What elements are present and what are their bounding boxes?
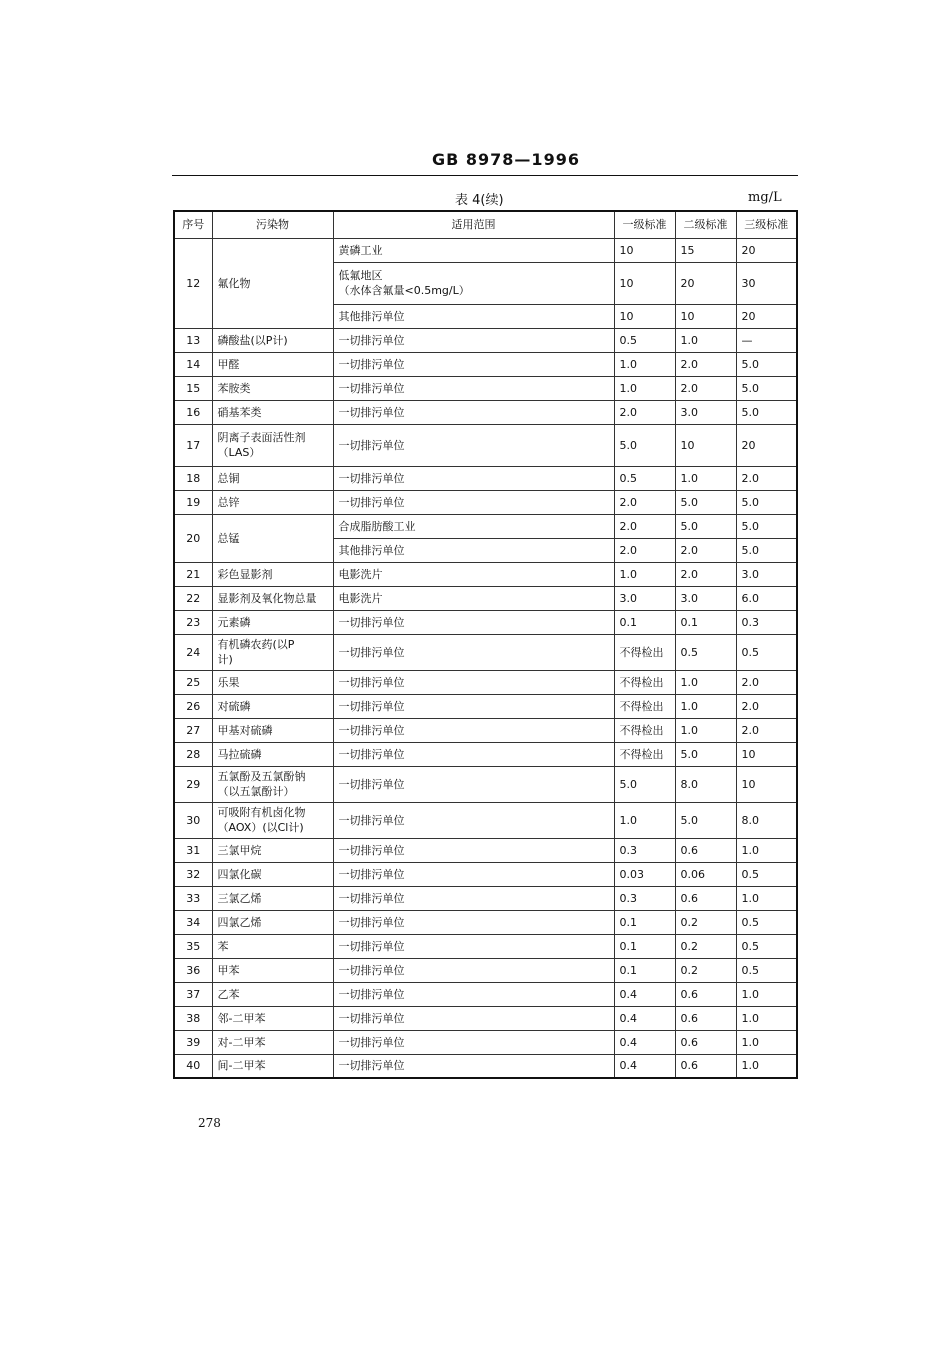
grade3-cell: 20 xyxy=(736,238,797,262)
grade2-cell: 0.2 xyxy=(675,934,736,958)
grade1-cell: 1.0 xyxy=(614,376,675,400)
scope-cell: 一切排污单位 xyxy=(333,862,614,886)
grade1-cell: 不得检出 xyxy=(614,670,675,694)
grade3-cell: 2.0 xyxy=(736,466,797,490)
grade3-cell: 5.0 xyxy=(736,538,797,562)
grade3-cell: 1.0 xyxy=(736,886,797,910)
scope-cell: 一切排污单位 xyxy=(333,886,614,910)
table-row xyxy=(174,670,797,694)
grade1-cell: 1.0 xyxy=(614,352,675,376)
grade1-cell: 10 xyxy=(614,238,675,262)
grade3-cell: 5.0 xyxy=(736,352,797,376)
pollutant-cell: 乙苯 xyxy=(212,982,333,1006)
grade2-cell: 1.0 xyxy=(675,694,736,718)
grade2-cell: 1.0 xyxy=(675,670,736,694)
grade2-cell: 0.6 xyxy=(675,838,736,862)
grade2-cell: 0.5 xyxy=(675,634,736,670)
pollutant-cell: 彩色显影剂 xyxy=(212,562,333,586)
header-row xyxy=(174,211,797,238)
table-row xyxy=(174,766,797,802)
table-row xyxy=(174,514,797,538)
grade3-cell: 1.0 xyxy=(736,982,797,1006)
grade3-cell: 2.0 xyxy=(736,718,797,742)
grade1-cell: 10 xyxy=(614,262,675,304)
grade1-cell: 1.0 xyxy=(614,562,675,586)
pollutant-cell: 有机磷农药(以P 计) xyxy=(212,634,333,670)
scope-cell: 其他排污单位 xyxy=(333,538,614,562)
scope-cell: 一切排污单位 xyxy=(333,718,614,742)
table-row xyxy=(174,634,797,670)
grade3-cell: 1.0 xyxy=(736,838,797,862)
table-row xyxy=(174,886,797,910)
grade1-cell: 2.0 xyxy=(614,538,675,562)
row-number-cell: 37 xyxy=(174,982,212,1006)
pollutant-cell: 总铜 xyxy=(212,466,333,490)
scope-cell: 一切排污单位 xyxy=(333,1030,614,1054)
pollutant-cell: 苯 xyxy=(212,934,333,958)
row-number-cell: 27 xyxy=(174,718,212,742)
pollutant-cell: 邻-二甲苯 xyxy=(212,1006,333,1030)
grade2-cell: 0.2 xyxy=(675,910,736,934)
grade1-cell: 0.4 xyxy=(614,1054,675,1078)
col-header-no: 序号 xyxy=(174,211,212,238)
row-number-cell: 31 xyxy=(174,838,212,862)
grade1-cell: 2.0 xyxy=(614,514,675,538)
grade3-cell: — xyxy=(736,328,797,352)
grade3-cell: 0.3 xyxy=(736,610,797,634)
scope-cell: 一切排污单位 xyxy=(333,802,614,838)
row-number-cell: 16 xyxy=(174,400,212,424)
grade3-cell: 5.0 xyxy=(736,490,797,514)
grade2-cell: 10 xyxy=(675,424,736,466)
row-number-cell: 21 xyxy=(174,562,212,586)
table-row xyxy=(174,862,797,886)
grade2-cell: 0.6 xyxy=(675,1030,736,1054)
col-header-grade2: 二级标准 xyxy=(675,211,736,238)
grade2-cell: 8.0 xyxy=(675,766,736,802)
scope-cell: 一切排污单位 xyxy=(333,670,614,694)
pollutant-cell: 马拉硫磷 xyxy=(212,742,333,766)
grade3-cell: 5.0 xyxy=(736,400,797,424)
grade1-cell: 2.0 xyxy=(614,490,675,514)
row-number-cell: 30 xyxy=(174,802,212,838)
scope-cell: 一切排污单位 xyxy=(333,934,614,958)
scope-cell: 低氟地区 （水体含氟量<0.5mg/L） xyxy=(333,262,614,304)
row-number-cell: 32 xyxy=(174,862,212,886)
row-number-cell: 28 xyxy=(174,742,212,766)
table-row xyxy=(174,352,797,376)
grade3-cell: 0.5 xyxy=(736,862,797,886)
table-row xyxy=(174,490,797,514)
grade1-cell: 0.4 xyxy=(614,1006,675,1030)
pollutant-cell: 四氯化碳 xyxy=(212,862,333,886)
grade3-cell: 2.0 xyxy=(736,694,797,718)
grade2-cell: 0.1 xyxy=(675,610,736,634)
grade2-cell: 0.06 xyxy=(675,862,736,886)
pollutant-cell: 对-二甲苯 xyxy=(212,1030,333,1054)
grade1-cell: 3.0 xyxy=(614,586,675,610)
grade2-cell: 1.0 xyxy=(675,718,736,742)
document-code: GB 8978—1996 xyxy=(432,150,580,169)
scope-cell: 一切排污单位 xyxy=(333,610,614,634)
table-row xyxy=(174,694,797,718)
pollutant-cell: 显影剂及氧化物总量 xyxy=(212,586,333,610)
table-row xyxy=(174,424,797,466)
table-body xyxy=(174,238,797,1078)
scope-cell: 一切排污单位 xyxy=(333,376,614,400)
pollutant-cell: 甲基对硫磷 xyxy=(212,718,333,742)
grade1-cell: 0.3 xyxy=(614,886,675,910)
col-header-pollutant: 污染物 xyxy=(212,211,333,238)
grade2-cell: 2.0 xyxy=(675,352,736,376)
scope-cell: 黄磷工业 xyxy=(333,238,614,262)
scope-cell: 其他排污单位 xyxy=(333,304,614,328)
scope-cell: 一切排污单位 xyxy=(333,328,614,352)
row-number-cell: 13 xyxy=(174,328,212,352)
grade1-cell: 5.0 xyxy=(614,424,675,466)
table-row xyxy=(174,466,797,490)
table-row xyxy=(174,742,797,766)
pollutant-cell: 可吸附有机卤化物 （AOX）(以Cl计) xyxy=(212,802,333,838)
grade2-cell: 0.6 xyxy=(675,982,736,1006)
pollutant-cell: 硝基苯类 xyxy=(212,400,333,424)
grade3-cell: 3.0 xyxy=(736,562,797,586)
pollutant-cell: 甲苯 xyxy=(212,958,333,982)
scope-cell: 一切排污单位 xyxy=(333,958,614,982)
scope-cell: 一切排污单位 xyxy=(333,490,614,514)
scope-cell: 一切排污单位 xyxy=(333,424,614,466)
scope-cell: 一切排污单位 xyxy=(333,466,614,490)
scope-cell: 一切排污单位 xyxy=(333,634,614,670)
page-number: 278 xyxy=(198,1116,221,1130)
grade2-cell: 5.0 xyxy=(675,514,736,538)
table-unit: mg/L xyxy=(748,190,782,205)
grade1-cell: 不得检出 xyxy=(614,718,675,742)
grade1-cell: 0.5 xyxy=(614,466,675,490)
grade2-cell: 0.2 xyxy=(675,958,736,982)
grade3-cell: 5.0 xyxy=(736,376,797,400)
grade2-cell: 5.0 xyxy=(675,802,736,838)
grade3-cell: 0.5 xyxy=(736,934,797,958)
row-number-cell: 35 xyxy=(174,934,212,958)
grade1-cell: 0.1 xyxy=(614,910,675,934)
table-row xyxy=(174,1054,797,1078)
grade3-cell: 6.0 xyxy=(736,586,797,610)
grade3-cell: 1.0 xyxy=(736,1006,797,1030)
row-number-cell: 23 xyxy=(174,610,212,634)
pollutant-cell: 氟化物 xyxy=(212,238,333,328)
row-number-cell: 38 xyxy=(174,1006,212,1030)
row-number-cell: 12 xyxy=(174,238,212,328)
pollutant-cell: 对硫磷 xyxy=(212,694,333,718)
grade2-cell: 15 xyxy=(675,238,736,262)
table-row xyxy=(174,718,797,742)
pollutant-cell: 总锰 xyxy=(212,514,333,562)
grade2-cell: 20 xyxy=(675,262,736,304)
grade1-cell: 1.0 xyxy=(614,802,675,838)
grade3-cell: 8.0 xyxy=(736,802,797,838)
grade1-cell: 0.5 xyxy=(614,328,675,352)
grade3-cell: 10 xyxy=(736,742,797,766)
pollutant-cell: 间-二甲苯 xyxy=(212,1054,333,1078)
row-number-cell: 33 xyxy=(174,886,212,910)
standards-table xyxy=(173,210,798,1079)
table-row xyxy=(174,328,797,352)
grade1-cell: 0.4 xyxy=(614,1030,675,1054)
col-header-grade1: 一级标准 xyxy=(614,211,675,238)
grade3-cell: 20 xyxy=(736,304,797,328)
row-number-cell: 22 xyxy=(174,586,212,610)
scope-cell: 一切排污单位 xyxy=(333,766,614,802)
scope-cell: 一切排污单位 xyxy=(333,838,614,862)
pollutant-cell: 甲醛 xyxy=(212,352,333,376)
scope-cell: 一切排污单位 xyxy=(333,742,614,766)
grade3-cell: 5.0 xyxy=(736,514,797,538)
grade1-cell: 0.03 xyxy=(614,862,675,886)
pollutant-cell: 阴离子表面活性剂 （LAS） xyxy=(212,424,333,466)
grade2-cell: 1.0 xyxy=(675,466,736,490)
row-number-cell: 20 xyxy=(174,514,212,562)
grade2-cell: 0.6 xyxy=(675,886,736,910)
table-row xyxy=(174,838,797,862)
pollutant-cell: 三氯甲烷 xyxy=(212,838,333,862)
pollutant-cell: 乐果 xyxy=(212,670,333,694)
grade1-cell: 不得检出 xyxy=(614,742,675,766)
grade2-cell: 5.0 xyxy=(675,742,736,766)
grade3-cell: 0.5 xyxy=(736,634,797,670)
grade2-cell: 0.6 xyxy=(675,1054,736,1078)
table-row xyxy=(174,562,797,586)
grade3-cell: 0.5 xyxy=(736,958,797,982)
row-number-cell: 18 xyxy=(174,466,212,490)
scope-cell: 一切排污单位 xyxy=(333,352,614,376)
row-number-cell: 26 xyxy=(174,694,212,718)
grade1-cell: 0.1 xyxy=(614,610,675,634)
scope-cell: 一切排污单位 xyxy=(333,1006,614,1030)
table-row xyxy=(174,958,797,982)
scope-cell: 一切排污单位 xyxy=(333,400,614,424)
grade2-cell: 2.0 xyxy=(675,562,736,586)
grade3-cell: 1.0 xyxy=(736,1030,797,1054)
row-number-cell: 34 xyxy=(174,910,212,934)
row-number-cell: 19 xyxy=(174,490,212,514)
scope-cell: 一切排污单位 xyxy=(333,910,614,934)
grade2-cell: 3.0 xyxy=(675,400,736,424)
pollutant-cell: 总锌 xyxy=(212,490,333,514)
row-number-cell: 14 xyxy=(174,352,212,376)
scope-cell: 一切排污单位 xyxy=(333,982,614,1006)
pollutant-cell: 苯胺类 xyxy=(212,376,333,400)
grade1-cell: 0.1 xyxy=(614,958,675,982)
table-row xyxy=(174,1006,797,1030)
grade1-cell: 不得检出 xyxy=(614,634,675,670)
grade1-cell: 0.4 xyxy=(614,982,675,1006)
grade1-cell: 2.0 xyxy=(614,400,675,424)
col-header-grade3: 三级标准 xyxy=(736,211,797,238)
grade2-cell: 0.6 xyxy=(675,1006,736,1030)
table-row xyxy=(174,238,797,262)
row-number-cell: 25 xyxy=(174,670,212,694)
table-row xyxy=(174,586,797,610)
grade3-cell: 10 xyxy=(736,766,797,802)
grade3-cell: 30 xyxy=(736,262,797,304)
pollutant-cell: 磷酸盐(以P计) xyxy=(212,328,333,352)
grade1-cell: 0.1 xyxy=(614,934,675,958)
scope-cell: 电影洗片 xyxy=(333,562,614,586)
table-row xyxy=(174,376,797,400)
grade2-cell: 10 xyxy=(675,304,736,328)
scope-cell: 一切排污单位 xyxy=(333,694,614,718)
row-number-cell: 36 xyxy=(174,958,212,982)
scope-cell: 电影洗片 xyxy=(333,586,614,610)
grade1-cell: 10 xyxy=(614,304,675,328)
grade2-cell: 2.0 xyxy=(675,376,736,400)
scope-cell: 合成脂肪酸工业 xyxy=(333,514,614,538)
pollutant-cell: 五氯酚及五氯酚钠 （以五氯酚计） xyxy=(212,766,333,802)
row-number-cell: 40 xyxy=(174,1054,212,1078)
row-number-cell: 29 xyxy=(174,766,212,802)
scope-cell: 一切排污单位 xyxy=(333,1054,614,1078)
table-row xyxy=(174,934,797,958)
grade3-cell: 2.0 xyxy=(736,670,797,694)
table-row xyxy=(174,400,797,424)
grade2-cell: 3.0 xyxy=(675,586,736,610)
table-row xyxy=(174,982,797,1006)
pollutant-cell: 元素磷 xyxy=(212,610,333,634)
grade1-cell: 0.3 xyxy=(614,838,675,862)
row-number-cell: 17 xyxy=(174,424,212,466)
table-row xyxy=(174,1030,797,1054)
grade1-cell: 5.0 xyxy=(614,766,675,802)
grade1-cell: 不得检出 xyxy=(614,694,675,718)
grade2-cell: 1.0 xyxy=(675,328,736,352)
row-number-cell: 15 xyxy=(174,376,212,400)
header-rule xyxy=(172,175,798,176)
pollutant-cell: 三氯乙烯 xyxy=(212,886,333,910)
row-number-cell: 24 xyxy=(174,634,212,670)
grade3-cell: 20 xyxy=(736,424,797,466)
table-row xyxy=(174,802,797,838)
grade3-cell: 1.0 xyxy=(736,1054,797,1078)
table-row xyxy=(174,910,797,934)
grade2-cell: 2.0 xyxy=(675,538,736,562)
table-row xyxy=(174,610,797,634)
grade2-cell: 5.0 xyxy=(675,490,736,514)
pollutant-cell: 四氯乙烯 xyxy=(212,910,333,934)
table-title: 表 4(续) xyxy=(455,193,504,208)
row-number-cell: 39 xyxy=(174,1030,212,1054)
grade3-cell: 0.5 xyxy=(736,910,797,934)
col-header-scope: 适用范围 xyxy=(333,211,614,238)
